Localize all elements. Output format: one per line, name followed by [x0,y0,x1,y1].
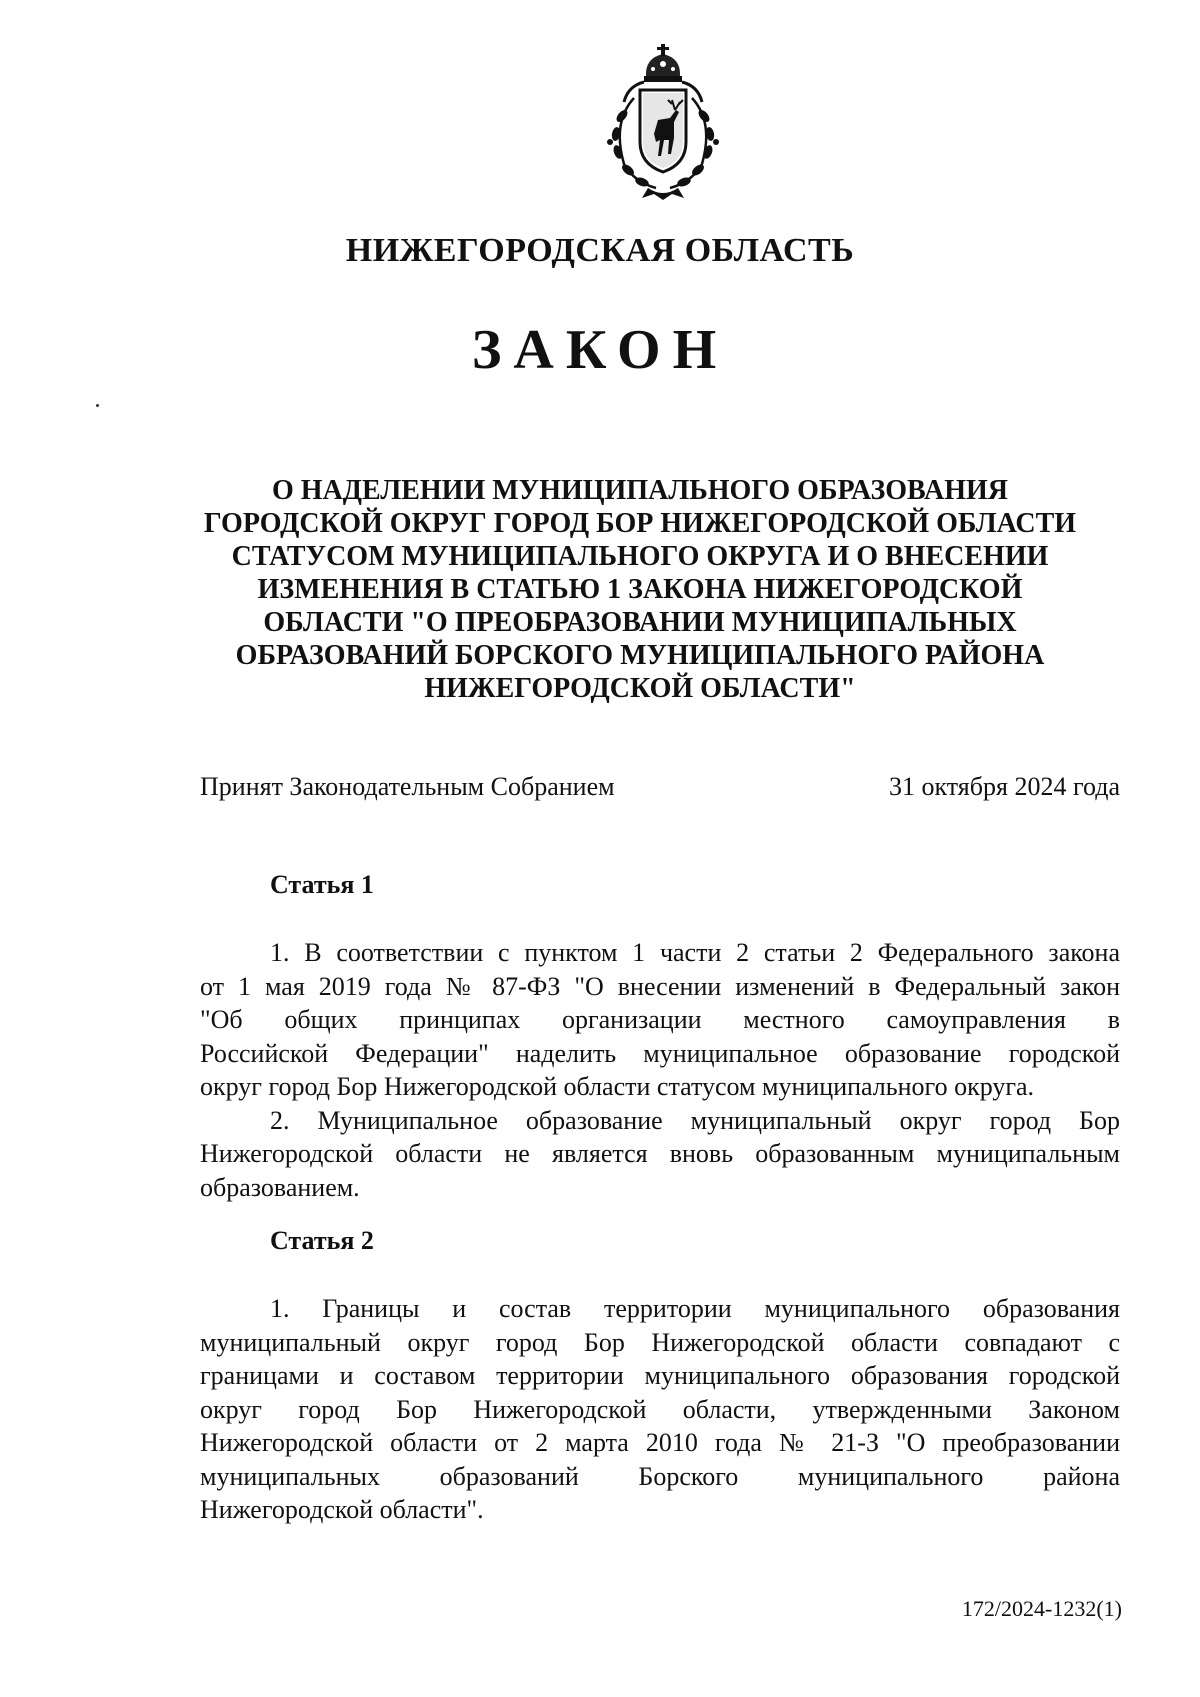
paragraph-line: округ город Бор Нижегородской области статусом муниципального округа. [200,1072,1035,1101]
document-type-heading: ЗАКОН [471,319,729,381]
paragraph-line: 1. Границы и состав территории муниципального образования [270,1294,1120,1323]
title-line: СТАТУСОМ МУНИЦИПАЛЬНОГО ОКРУГА И О ВНЕСЕНИИ [231,541,1049,572]
title-line: О НАДЕЛЕНИИ МУНИЦИПАЛЬНОГО ОБРАЗОВАНИЯ [272,475,1008,506]
paragraph-line: "Об общих принципах организации местного самоуправления в [200,1005,1120,1034]
region-heading: НИЖЕГОРОДСКАЯ ОБЛАСТЬ [345,232,855,269]
title-line: ОБРАЗОВАНИЙ БОРСКОГО МУНИЦИПАЛЬНОГО РАЙОНА [235,640,1045,671]
paragraph-line: от 1 мая 2019 года № 87-ФЗ "О внесении изменений в Федеральный закон [200,971,1120,1001]
paragraph-line: округ город Бор Нижегородской области, утвержденными Законом [200,1394,1120,1424]
paragraph-line: границами и составом территории муниципального образования городской [200,1361,1120,1390]
paragraph-line: муниципальных образований Борского муниципального района [200,1461,1120,1491]
title-line: ИЗМЕНЕНИЯ В СТАТЬЮ 1 ЗАКОНА НИЖЕГОРОДСКОЙ [257,574,1023,605]
article-2-heading: Статья 2 [270,1226,374,1255]
document-registration-code: 172/2024-1232(1) [961,1596,1122,1621]
paragraph-line: 1. В соответствии с пунктом 1 части 2 статьи 2 Федерального закона [270,938,1120,967]
coat-of-arms-icon [588,42,738,202]
adoption-date: 31 октября 2024 года [889,772,1120,801]
paragraph-line: Российской Федерации" наделить муниципальное образование городской [200,1038,1120,1068]
paragraph-line: образованием. [200,1172,360,1202]
title-line: ГОРОДСКОЙ ОКРУГ ГОРОД БОР НИЖЕГОРОДСКОЙ ОБЛАСТИ [203,508,1077,539]
title-line: НИЖЕГОРОДСКОЙ ОБЛАСТИ" [424,673,856,704]
paragraph-line: Нижегородской области от 2 марта 2010 года № 21-З "О преобразовании [200,1428,1120,1457]
paragraph-line: 2. Муниципальное образование муниципальный округ город Бор [270,1105,1120,1135]
article-2-body [200,1292,1120,1527]
article-1-heading: Статья 1 [270,870,374,899]
paragraph-line: муниципальный округ город Бор Нижегородской области совпадают с [200,1327,1120,1357]
adoption-line [200,772,1120,802]
article-1-body [200,936,1120,1204]
paragraph-line: Нижегородской области". [200,1495,484,1524]
title-line: ОБЛАСТИ "О ПРЕОБРАЗОВАНИИ МУНИЦИПАЛЬНЫХ [263,607,1017,638]
adopted-by: Принят Законодательным Собранием [200,772,615,801]
scan-speck [96,404,99,407]
paragraph-line: Нижегородской области не является вновь образованным муниципальным [200,1139,1120,1168]
law-title [170,474,1110,705]
